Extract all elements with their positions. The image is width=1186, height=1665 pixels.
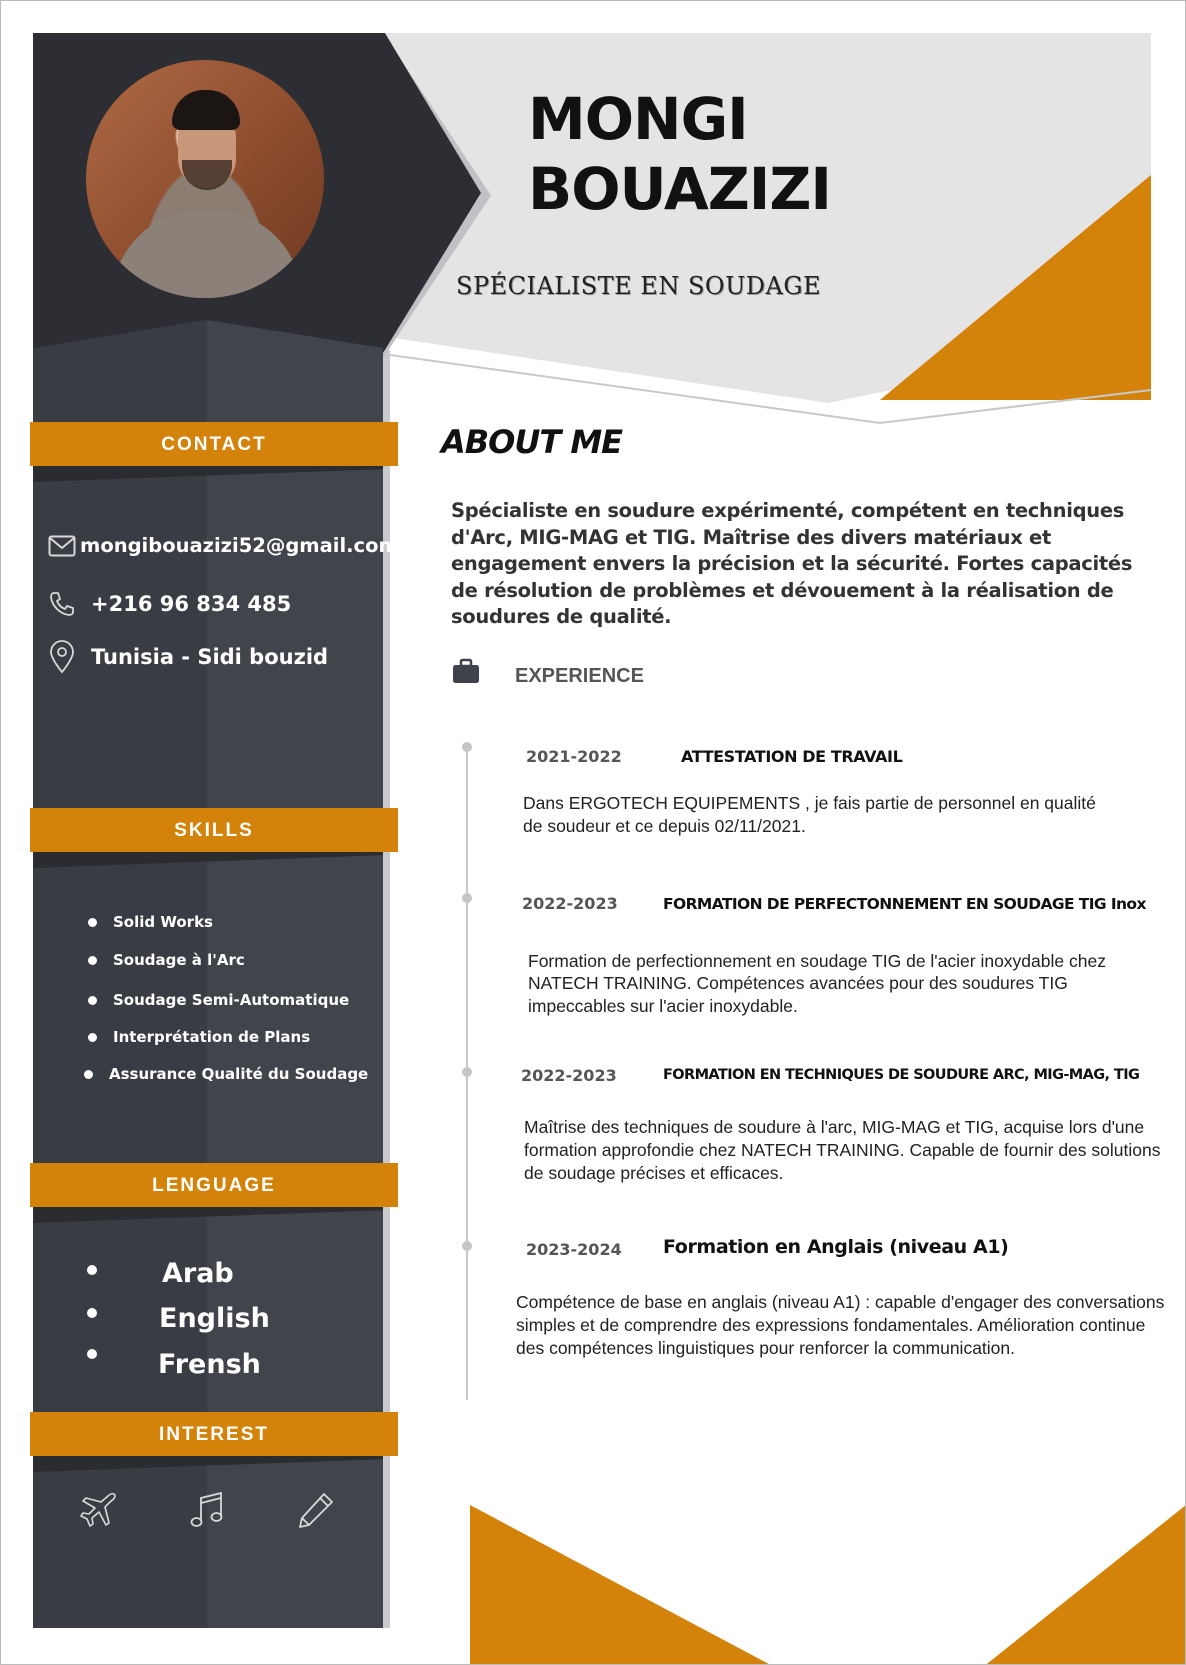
skill-item: Solid Works [88,913,213,931]
skill-item: Soudage à l'Arc [88,951,245,969]
experience-years: 2023-2024 [526,1240,622,1259]
experience-desc: Formation de perfectionnement en soudage TIG de l'acier inoxydable chez [528,951,1106,971]
pencil-icon [296,1490,336,1530]
experience-desc: de soudeur et ce depuis 02/11/2021. [523,816,806,836]
experience-years: 2021-2022 [526,747,622,766]
profile-photo [86,60,324,298]
skills-heading: SKILLS [30,808,398,852]
bullet [87,1349,97,1359]
music-note-icon [188,1490,226,1530]
language-item: Frensh [158,1349,261,1380]
header-divider-line [383,350,1151,430]
envelope-icon [48,535,76,557]
experience-desc: impeccables sur l'acier inoxydable. [528,996,798,1016]
contact-heading: CONTACT [30,422,398,466]
phone-text: +216 96 834 485 [91,592,292,616]
skill-item: Interprétation de Plans [88,1028,310,1046]
language-item: Arab [162,1258,234,1289]
experience-heading: EXPERIENCE [515,665,644,687]
sidebar-top-angle [33,300,383,360]
bullet [87,1265,97,1275]
experience-desc: Compétence de base en anglais (niveau A1) : capable d'engager des conversations [516,1292,1165,1312]
location-pin-icon [48,640,76,674]
experience-desc: simples et de comprendre des expressions fondamentales. Amélioration continue [516,1315,1146,1335]
experience-title: FORMATION EN TECHNIQUES DE SOUDURE ARC, MIG-MAG, TIG [663,1067,1140,1083]
airplane-icon [78,1490,118,1530]
timeline-dot [462,1241,472,1251]
job-title: SPÉCIALISTE EN SOUDAGE [456,272,822,300]
bullet [87,1308,97,1318]
contact-location [48,640,328,674]
timeline-dot [462,742,472,752]
interest-heading: INTEREST [30,1412,398,1456]
experience-title: FORMATION DE PERFECTONNEMENT EN SOUDAGE TIG Inox [663,895,1146,913]
phone-icon [48,590,76,618]
skill-item: Assurance Qualité du Soudage [84,1065,368,1083]
location-text: Tunisia - Sidi bouzid [91,645,329,669]
experience-desc: de soudage précises et efficaces. [524,1163,784,1183]
experience-desc: Maîtrise des techniques de soudure à l'arc, MIG-MAG et TIG, acquise lors d'une [524,1117,1145,1137]
experience-title: ATTESTATION DE TRAVAIL [681,747,903,766]
experience-years: 2022-2023 [522,894,618,913]
experience-desc: NATECH TRAINING. Compétences avancées pour des soudures TIG [528,973,1068,993]
experience-years: 2022-2023 [521,1066,617,1085]
about-heading: ABOUT ME [441,423,623,461]
language-heading: LENGUAGE [30,1163,398,1207]
experience-desc: des compétences linguistiques pour renforcer la communication. [516,1338,1016,1358]
briefcase-icon [452,658,480,684]
first-name: MONGI [528,85,748,153]
timeline-dot [462,893,472,903]
email-text: mongibouazizi52@gmail.com [80,534,399,557]
last-name: BOUAZIZI [528,155,831,223]
contact-email[interactable] [48,534,399,557]
skill-item: Soudage Semi-Automatique [88,991,349,1009]
language-item: English [159,1303,270,1334]
about-text: Spécialiste en soudure expérimenté, compétent en techniques d'Arc, MIG-MAG et TIG. Maîtrise des divers matériaux et engagement envers la précision et la sécurité. Fortes capacités de résolution de problèmes et dévouement à la réalisation de soudures de qualité. [451,499,1133,628]
experience-desc: formation approfondie chez NATECH TRAINING. Capable de fournir des solutions [524,1140,1161,1160]
timeline-dot [462,1067,472,1077]
contact-phone[interactable] [48,590,291,618]
experience-desc: Dans ERGOTECH EQUIPEMENTS , je fais partie de personnel en qualité [523,793,1096,813]
experience-title: Formation en Anglais (niveau A1) [663,1236,1009,1258]
